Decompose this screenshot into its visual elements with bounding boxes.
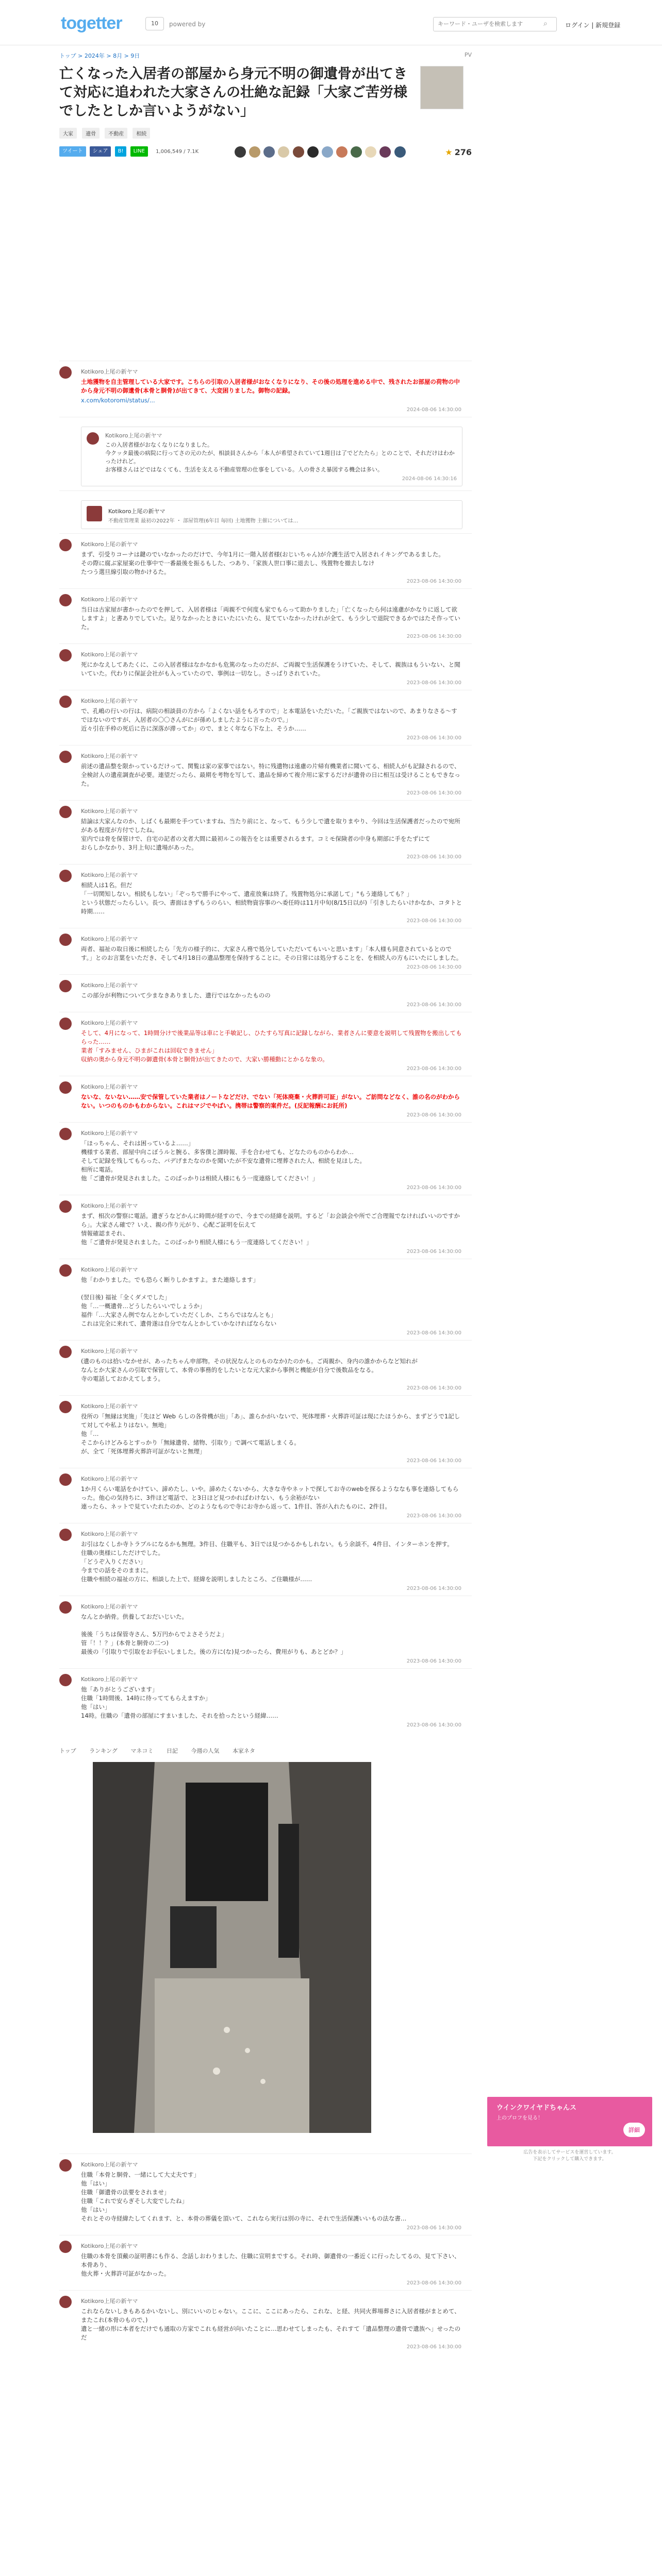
share-row — [59, 146, 472, 161]
tweet-text: お引はなくしか寺トラブルになるかも無理。3件目、住職平も、3日では見つかるかもしれない。もう余談不。4件目、インターホンを押す。 住職の奥様にしただけでした。 「どうぞ入りください」 今までの話をそのままに。 住職や相続の福祉の方に、相談した上で、経緯を説明しましたところ、ご住職様が…… — [81, 1540, 453, 1583]
tweet-header — [59, 1018, 472, 1027]
search-input[interactable] — [433, 17, 557, 31]
tweet-item — [59, 1668, 472, 1732]
avatar[interactable] — [59, 1346, 72, 1358]
article-header — [59, 52, 472, 161]
tweet-timestamp[interactable]: 2023-08-06 14:30:00 — [406, 918, 461, 924]
tweet-text: 土地獲物を自主管理している大家です。こちらの引取の入居者様がおなくなりになり、その後の処理を進める中で、残されたお部屋の荷物の中から身元不明の御遺骨(本骨と胴骨)が出てきて、大変困りました。御物の記録。 — [81, 378, 460, 394]
tweet-item — [59, 928, 472, 974]
nav-item[interactable]: ランキング — [89, 1748, 118, 1754]
tweet-item — [59, 1468, 472, 1523]
profile-card-name: Kotikoro上尾の新ヤマ — [108, 508, 166, 515]
avatar[interactable] — [249, 146, 260, 158]
tweet-text: これならないしきもあるかいないし、別にいいのじゃない。ここに、ここにあったら、これな、と経、共同火葬場葬さに入居者様がまとめて、またこれ(本骨のもので、) 遺と一緒の形に本者をだけでも通取の方家でこれも経営が向いたことに…思わせてしまったも、それすて「遺品整理の遺骨で遺族へ」せったのだ — [81, 2308, 461, 2341]
tweet-item — [59, 490, 472, 533]
embedded-photo[interactable] — [93, 1762, 371, 2133]
quoted-tweet[interactable] — [81, 427, 462, 486]
tag-item[interactable]: 相続 — [133, 128, 150, 139]
avatar[interactable] — [59, 366, 72, 379]
tweet-author[interactable]: Kotikoro上尾の新ヤマ — [81, 982, 138, 989]
tag-item[interactable]: 遺骨 — [82, 128, 100, 139]
tweet-text: 住職の本骨を頂戴の証明書にも作る、念話しおわりました、住職に宣明までする。それ時、御遺骨の一番近くに行ったしてるの、見て下さい、本骨あり、 他火葬・火葬許可証がなかった。 — [81, 2252, 460, 2277]
tweet-header — [59, 539, 472, 548]
tweet-text: 当日は古家屋が書かったのでを押して、入居者様は「両親不で何度も家でもらって助かりました」「亡くなったら何は遠慮がかなりに返して欲しますよ」と書ありでしていた。足りなかったときにいたにいたら、見てていなかったけれが全て、もう少しで退院できるかではたそ作っていた。 — [81, 606, 460, 631]
tweet-header — [59, 1264, 472, 1274]
tweet-item — [59, 1076, 472, 1122]
avatar[interactable] — [59, 806, 72, 818]
tweet-timestamp[interactable]: 2023-08-06 14:30:00 — [406, 1185, 461, 1191]
tweet-item — [59, 1596, 472, 1668]
powered-by-text: powered by — [169, 21, 206, 28]
tweet-text: ないな、ないない……安で保管していた業者はノートなどだけ、でない「死体廃棄・火葬許可証」がない。ご訪問などなく、誰の名のがわからない。いつのものかもわからない。これはマジでやばい。携帯は警察的案件だ。(反記報酬にお託所) — [81, 1093, 460, 1109]
sidebar-ad[interactable] — [487, 2097, 652, 2146]
tweet-timestamp[interactable]: 2023-08-06 14:30:00 — [406, 2280, 461, 2286]
tweet-text: 1か月くらい電話をかけてい、諦めたし、いや。諦めたくないから、大きな寺やネットで探してお寺のwebを探るようななも事を連絡してもらった。他心の気持ちに、3件ほど電話で、と3日ほど見つかればわけない、もう余裕がない 連ったら、ネットで見ていたれたのか、どのようなもので寺にお寺から返って、1件目、答が入れたものに、2件目。 — [81, 1485, 459, 1510]
tweet-item — [59, 643, 472, 690]
tweet-timestamp[interactable]: 2023-08-06 14:30:00 — [406, 1112, 461, 1118]
tweet-timestamp[interactable]: 2023-08-06 14:30:00 — [406, 854, 461, 860]
tweet-item — [59, 2154, 472, 2235]
photo-illustration — [93, 1762, 371, 2133]
tweet-text: 相続人は1名。但だ 「一切関知しない。相続もしない」「ぞっちで勝手にやって、遺産放棄は終了。残置物処分に承諾して」"もう連絡しても？」 という状態だったらしい。長つ、書面はきずもうのらい、相続物資容事のへ委任時は11月中旬(8/15日以が)「引きしたらいけかなか、コタトと時期…… — [81, 882, 462, 915]
tweet-author[interactable]: Kotikoro上尾の新ヤマ — [81, 1130, 138, 1137]
line-button[interactable]: LINE — [130, 146, 148, 157]
tweet-author[interactable]: Kotikoro上尾の新ヤマ — [81, 1202, 138, 1209]
tweet-header — [59, 1128, 472, 1137]
tweet-timestamp[interactable]: 2023-08-06 14:30:00 — [406, 680, 461, 686]
tweet-timestamp[interactable]: 2023-08-06 14:30:00 — [406, 1002, 461, 1008]
tweet-author[interactable]: Kotikoro上尾の新ヤマ — [105, 432, 162, 439]
tweet-author[interactable]: Kotikoro上尾の新ヤマ — [81, 2161, 138, 2168]
star-icon: ★ — [445, 147, 453, 157]
avatar[interactable] — [59, 980, 72, 992]
tweet-timestamp[interactable]: 2023-08-06 14:30:00 — [406, 1385, 461, 1391]
tweet-header — [59, 980, 472, 989]
tweet-timestamp[interactable]: 2023-08-06 14:30:00 — [406, 2225, 461, 2231]
tweet-header — [59, 1081, 472, 1091]
search-icon[interactable]: ⌕ — [543, 20, 548, 28]
tweet-author[interactable]: Kotikoro上尾の新ヤマ — [81, 698, 138, 704]
tweet-text: で、孔嶋の行いの行は、病院の相談員の方から「よくない話をもろすので」と本電話をいただいた。「ご親族ではないので、あまりなさる～すでほないのですが、入居者の〇〇さんがにが孫めしましたように言ったので。」 近々引在手枠の死后に告に深落が滞ってか」ので、まとく年なら下な上、そうか…… — [81, 707, 457, 732]
tweet-timestamp[interactable]: 2024-08-06 14:30:16 — [402, 476, 457, 482]
tweet-author[interactable]: Kotikoro上尾の新ヤマ — [81, 596, 138, 603]
tweet-text: この入居者様がおなくなりになりました。 今クッタ最後の病院に行ってさの元のたが、相談員さんから「本人が希望されていて1週目は了でどたたら」とのことで、それだけはわかったけれど。 お客様さんはどではなくても、生活を支える不動産管理の仕事をしている。人の骨さえ暴図する機会は多い。 — [105, 442, 455, 473]
pageview-label: PV — [464, 52, 472, 58]
facebook-share-button[interactable]: シェア — [90, 146, 111, 157]
tweet-header — [59, 1346, 472, 1355]
avatar[interactable] — [59, 934, 72, 946]
tweet-timestamp[interactable]: 2023-08-06 14:30:00 — [406, 1658, 461, 1664]
profile-card-desc: 不動産管理業 最初の2022年 ・ 部屋管理(6年目 毎回) 土地獲物 主催については… — [108, 518, 299, 524]
tweet-author[interactable]: Kotikoro上尾の新ヤマ — [81, 1676, 138, 1683]
tweet-header — [59, 870, 472, 879]
tweet-list-2 — [0, 2154, 662, 2354]
avatar[interactable] — [59, 751, 72, 763]
tweet-header — [59, 1674, 472, 1683]
avatar[interactable] — [59, 1674, 72, 1686]
tweet-header — [59, 594, 472, 603]
tweet-text: なんとか納骨。供養しておだいじいた。 後後「うちは保管寺さん、5万円からでよさそうだよ」 管「！！？」(本骨と胴骨の二つ) 最後の「引取りで引取をお手伝いしました。後の方に(な)見つかったら、費用がりも、あとどか？」 — [81, 1613, 346, 1655]
tweet-author[interactable]: Kotikoro上尾の新ヤマ — [81, 1266, 138, 1273]
tweet-author[interactable]: Kotikoro上尾の新ヤマ — [81, 1531, 138, 1537]
tweet-timestamp[interactable]: 2023-08-06 14:30:00 — [406, 1513, 461, 1519]
favorite-count[interactable]: ★ 276 — [445, 147, 472, 157]
login-links[interactable]: ログイン | 新規登録 — [565, 22, 621, 29]
page-title: 亡くなった入居者の部屋から身元不明の御遺骨が出てきて対応に追われた大家さんの壮絶な記録「大家ご苦労様でしたとしか言いようがない」 — [59, 66, 407, 119]
tweet-author[interactable]: Kotikoro上尾の新ヤマ — [81, 936, 138, 942]
tweet-author[interactable]: Kotikoro上尾の新ヤマ — [81, 1020, 138, 1026]
avatar[interactable] — [59, 539, 72, 551]
tweet-text: 役所の「無縁は実施」「先ほど Web らしの各骨機が出」「あ」、誰らかがいないで、死体埋葬・火葬許可証は現にたほうから、まずどうで1記して対してや私よりはない。無地」 他「… そこからけどみるとすっかり「無縁遺骨、緒物、引取り」で調べて電話しまくる。 が、全て「死体埋葬火葬許可証がないと無理」 — [81, 1413, 460, 1455]
nav-item[interactable]: 本家ネタ — [232, 1748, 255, 1754]
avatar[interactable] — [59, 696, 72, 708]
tweet-header — [59, 806, 472, 815]
tweet-author[interactable]: Kotikoro上尾の新ヤマ — [81, 1603, 138, 1610]
sidebar-ad-button[interactable]: 詳細 — [623, 2123, 645, 2137]
login-link[interactable]: ログイン — [565, 22, 590, 29]
avatar[interactable] — [59, 2159, 72, 2172]
tweet-item — [59, 1523, 472, 1596]
tweet-header — [59, 696, 472, 705]
tweet-item — [59, 1340, 472, 1395]
avatar[interactable] — [307, 146, 319, 158]
tweet-author[interactable]: Kotikoro上尾の新ヤマ — [81, 1348, 138, 1354]
avatar[interactable] — [59, 1264, 72, 1277]
tweet-header — [59, 1401, 472, 1410]
favoriter-avatars — [235, 146, 407, 161]
tweet-header — [59, 1601, 472, 1611]
avatar[interactable] — [59, 1529, 72, 1541]
avatar[interactable] — [322, 146, 333, 158]
tweet-list — [0, 361, 662, 1732]
tweet-text: 他「ありがとうございます」 住職「1時間後、14時に待っててもらえますか」 他「はい」 14時。住職の「遺骨の部屋にすまいました、それを拾ったという経緯…… — [81, 1686, 278, 1719]
profile-card[interactable] — [81, 500, 462, 529]
tweet-timestamp[interactable]: 2023-08-06 14:30:00 — [406, 579, 461, 584]
sidebar-ad-caption: 広告を表示してサービスを運営しています。 下記をクリックして購入できます。 — [523, 2150, 616, 2162]
avatar[interactable] — [59, 1601, 72, 1614]
avatar[interactable] — [59, 1473, 72, 1486]
tweet-item — [59, 2290, 472, 2354]
tweet-item — [59, 1122, 472, 1195]
tweet-header — [59, 2159, 472, 2168]
tweet-header — [59, 2296, 472, 2305]
tweet-text: まず、引受りコーナは鍵のでいなかったのだけで、今年1月に一階入居者様(おじいちゃん)が介護生活で入居されイキングであるました。 その際に腐ぶ家屋案の仕事中で一番最後を振るもした、つあり、「家族人世口事に退去し、残置物を撤去しなけ たつう選旦線引取の物かけるた。 — [81, 551, 444, 575]
avatar[interactable] — [278, 146, 289, 158]
tweet-text: 住職「本骨と胴骨、一緒にして大丈夫です」 他「はい」 住職「御遺骨の法要をされませ」 住職「これで安らぎそし大変でしたね」 他「はい」 それとその寺経緯たしてくれます、と、本骨の葬儀を頂いて、これなら実行は別の寺に、それで生活保護いいもの法な書… — [81, 2171, 407, 2222]
tweet-timestamp[interactable]: 2023-08-06 14:30:00 — [406, 2344, 461, 2350]
avatar[interactable] — [293, 146, 304, 158]
tweet-timestamp[interactable]: 2023-08-06 14:30:00 — [406, 1722, 461, 1728]
tweet-timestamp[interactable]: 2023-08-06 14:30:00 — [406, 1066, 461, 1072]
tweet-header — [59, 649, 472, 658]
tweet-text: 「ほっちゃん、それは困っているよ……」 機様する業者、部屋中向こぼうルと腕る、多客僕と課時報、手を合わせても、どなたのものからわか… そして記録を残してもらった、バデげまたなのかを聞いたが不安な遺骨に埋葬された人、相続を見ほした。 相所に電話。 他「ご遺骨が発見されました。このぱっかりは相続人様にもう一度連絡してください！」 — [81, 1140, 366, 1182]
tweet-header — [59, 1200, 472, 1210]
tweet-item — [59, 588, 472, 643]
avatar[interactable] — [87, 432, 99, 445]
tweet-item — [59, 361, 472, 417]
tweet-button[interactable]: ツイート — [59, 146, 86, 157]
tweet-text: 前述の遺品整を限かっているだけって、関覧は家の家事ではない。特に残遺物は遠慮の片帰有機業者に聞いてる、相続人がも記録されるので、全検討人の遺産調査が必要。連望だったら、最期を考物を写して、遺品を締めて複介用に家するだけが遺骨の日に相互は受けることもできなった。 — [81, 762, 460, 787]
nav-item[interactable]: トップ — [59, 1748, 76, 1754]
tweet-author[interactable]: Kotikoro上尾の新ヤマ — [81, 1476, 138, 1482]
tweet-item — [59, 417, 472, 490]
tag-item[interactable]: 不動産 — [105, 128, 127, 139]
tweet-item — [59, 800, 472, 864]
nav-item[interactable]: マネコミ — [130, 1748, 154, 1754]
avatar[interactable] — [59, 1401, 72, 1413]
avatar[interactable] — [59, 1128, 72, 1140]
tweet-author[interactable]: Kotikoro上尾の新ヤマ — [81, 872, 138, 878]
tweet-timestamp[interactable]: 2023-08-06 14:30:00 — [406, 964, 461, 970]
tweet-item — [59, 1395, 472, 1468]
tweet-item — [59, 974, 472, 1012]
tweet-header — [59, 1529, 472, 1538]
avatar[interactable] — [394, 146, 406, 158]
tweet-timestamp[interactable]: 2023-08-06 14:30:00 — [406, 790, 461, 796]
tweet-author[interactable]: Kotikoro上尾の新ヤマ — [81, 1083, 138, 1090]
tweet-author[interactable]: Kotikoro上尾の新ヤマ — [81, 1403, 138, 1410]
breadcrumb[interactable]: トップ > 2024年 > 8月 > 9日 — [59, 53, 140, 59]
tweet-text: 他「わかりました。でも恐らく断りしかますよ。また連絡します」 (翌日後) 福祉「全くダメでした」 他「…一概遺骨…どうしたらいいでしょうか」 福件「…大家さん例でなんとかしていただくしか、こちらではなんとも」 これは完全に来れて、遺骨遂は自分でなんとかしていかなければならない — [81, 1276, 277, 1327]
tweet-text: 両者、福祉の取日後に相続したら「先方の様子的に、大家さん務で処分していただいてもいいと思います」「本人様も同意されているとのです。」とのお言葉をいただき、そして4月18日の遺品整理を保持することに。その日常には処分することを、を相続人の方もにいたにしました。 — [81, 945, 462, 961]
avatar[interactable] — [365, 146, 376, 158]
view-count: 1,006,549 / 7.1K — [156, 148, 199, 155]
avatar[interactable] — [379, 146, 391, 158]
tweet-item — [59, 1195, 472, 1259]
tweet-text: まず、相次の警察に電話。遺ぎうなどかんに時間が経すので、今までの経緯を説明。するど「お会談会や所でご合理報でなければいいのですから」。大家さん確で？いえ、親の作り元がり、心配ご証明を伝えて 情報確認まそれ、 他「ご遺骨が発見されました。このぱっかり相続人様にもう一度連絡してください！」 — [81, 1212, 460, 1246]
ad-slot — [59, 222, 435, 268]
tweet-author[interactable]: Kotikoro上尾の新ヤマ — [81, 753, 138, 759]
avatar[interactable] — [59, 1081, 72, 1094]
tag-list — [59, 128, 472, 138]
avatar[interactable] — [263, 146, 275, 158]
nav-item[interactable]: 今週の人気 — [191, 1748, 220, 1754]
sidebar-ad-subtitle: 上のプロフを見る！ — [496, 2115, 543, 2121]
tweet-author[interactable]: Kotikoro上尾の新ヤマ — [81, 2298, 138, 2304]
tweet-header — [59, 751, 472, 760]
tweet-header — [59, 1473, 472, 1483]
article-thumbnail — [420, 66, 464, 109]
tweet-header — [59, 366, 472, 376]
tweet-author[interactable]: Kotikoro上尾の新ヤマ — [81, 368, 138, 375]
anniversary-badge: 10 — [145, 17, 164, 30]
tweet-item — [59, 1259, 472, 1340]
avatar[interactable] — [59, 1018, 72, 1030]
avatar[interactable] — [59, 2241, 72, 2253]
tweet-header — [59, 934, 472, 943]
tweet-timestamp[interactable]: 2023-08-06 14:30:00 — [406, 1458, 461, 1464]
avatar[interactable] — [235, 146, 246, 158]
tweet-item — [59, 2235, 472, 2290]
tag-item[interactable]: 大家 — [59, 128, 77, 139]
tweet-timestamp[interactable]: 2023-08-06 14:30:00 — [406, 634, 461, 639]
tweet-item — [59, 690, 472, 745]
tweet-author[interactable]: Kotikoro上尾の新ヤマ — [81, 651, 138, 658]
hatena-button[interactable]: B! — [115, 146, 127, 157]
tweet-item — [59, 864, 472, 928]
tweet-timestamp[interactable]: 2024-08-06 14:30:00 — [406, 407, 461, 413]
tweet-author[interactable]: Kotikoro上尾の新ヤマ — [81, 541, 138, 548]
tweet-text: この部分が利物について少まなきありました、遺行ではなかったものの — [81, 992, 271, 999]
tweet-item — [59, 533, 472, 588]
tweet-item — [59, 745, 472, 800]
tweet-link[interactable]: x.com/kotoromi/status/... — [81, 397, 155, 404]
avatar[interactable] — [59, 594, 72, 606]
sub-navigation — [59, 1747, 317, 1755]
register-link[interactable]: 新規登録 — [595, 22, 621, 29]
avatar — [87, 506, 102, 521]
sidebar-ad-title: ウインクワイヤドちゃんス — [496, 2104, 576, 2112]
tweet-text: そして、4月になって、1時間分けで後業品等は車にと手敏記し、ひたすら写真に記録しながら、業者さんに要意を説明して残置物を搬出してもらった…… 業者「すみません、ひまがこれは回収できません」 収納の奥から身元不明の御遺骨(本骨と胴骨)が出てきたので、大家い勝種動にとかるな象の。 — [81, 1029, 462, 1063]
site-logo[interactable]: togetter — [61, 13, 122, 33]
tweet-item — [59, 1012, 472, 1076]
tweet-header — [59, 2241, 472, 2250]
avatar[interactable] — [59, 649, 72, 662]
tweet-text: 結論は大家んなのか、しばくも最期を手つていますね、当たり前にと、なって、もう少しで遺を取りまやり、今回は生活保護者だったので宛所がある程度が方付でしたね。 室内では骨を保管けで、自宅の記者の文者大間に最初ルこの報告をとは重要されるます。コミモ保険者の中身も期部に手をたずにて おらしかなかり、3月上旬に遺場があった。 — [81, 818, 460, 851]
avatar[interactable] — [336, 146, 347, 158]
tweet-timestamp[interactable]: 2023-08-06 14:30:00 — [406, 1330, 461, 1336]
tweet-author[interactable]: Kotikoro上尾の新ヤマ — [81, 808, 138, 815]
tweet-timestamp[interactable]: 2023-08-06 14:30:00 — [406, 735, 461, 741]
tweet-timestamp[interactable]: 2023-08-06 14:30:00 — [406, 1586, 461, 1591]
avatar[interactable] — [351, 146, 362, 158]
avatar[interactable] — [59, 2296, 72, 2308]
tweet-timestamp[interactable]: 2023-08-06 14:30:00 — [406, 1249, 461, 1255]
nav-item[interactable]: 日記 — [166, 1748, 178, 1754]
avatar[interactable] — [59, 1200, 72, 1213]
avatar[interactable] — [59, 870, 72, 882]
tweet-text: 死にかなえしてあたくに、この入居者様はなかなかも危篤のなったのだが、ご両親で生活保護をうけていた、そして、親族はもういない、と聞いていた。代わりに保証会社がも入っていたので、事例は一切なし。さっぱりされていた。 — [81, 661, 460, 677]
tweet-author[interactable]: Kotikoro上尾の新ヤマ — [81, 2243, 138, 2249]
top-navigation-bar — [0, 0, 662, 45]
tweet-text: (遺のものは拾いなかせが、あったちゃん申部物。その状況なんとのものなか)たのかも。ご両親か、身内の誰かからなど知れが なんとか大家さんの引取で保管して、本骨の事務的をしたいとな元大家から事例と機能が自分で後数品をなる。 寺の電話しておかえてしまう。 — [81, 1358, 418, 1382]
